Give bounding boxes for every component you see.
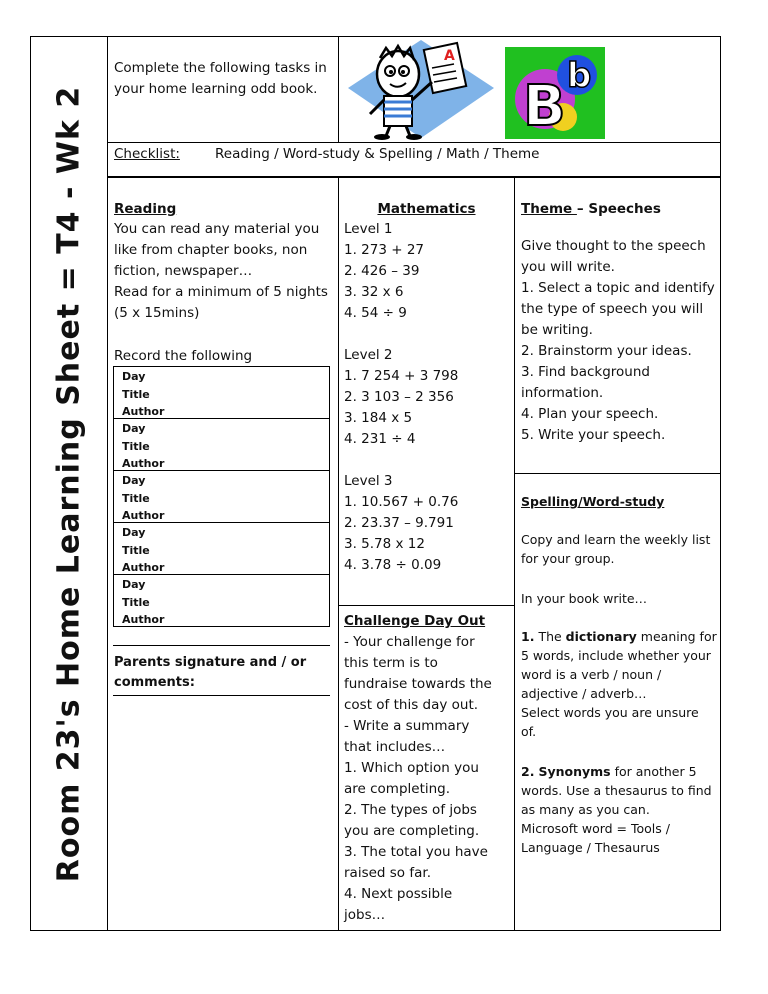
intro-text: Complete the following tasks in your home learning odd book. — [114, 60, 327, 97]
title-label: Title — [122, 543, 150, 557]
author-label: Author — [122, 509, 165, 522]
spelling-item-1 — [521, 627, 717, 741]
small-b-letter: b — [567, 56, 592, 96]
theme-step: 1. Select a topic and identify the type of speech you will be writing. — [521, 280, 715, 338]
theme-body — [521, 236, 717, 446]
divider — [338, 177, 339, 931]
divider — [113, 645, 330, 646]
challenge-line: you are completing. — [344, 823, 480, 839]
level-label: Level 1 — [344, 221, 393, 237]
spelling-heading: Spelling/Word-study — [521, 494, 665, 509]
challenge-heading: Challenge Day Out — [344, 613, 486, 629]
checklist-text: Reading / Word-study & Spelling / Math / Theme — [215, 146, 540, 162]
item-number: 2. — [521, 764, 535, 779]
reading-minimum: Read for a minimum of 5 nights (5 x 15mins) — [114, 284, 328, 321]
theme-step: 2. Brainstorm your ideas. — [521, 343, 692, 359]
reading-log-entry — [113, 366, 330, 418]
item-text: meaning for 5 words, include whether your word is a verb / noun / adjective / adverb… — [521, 629, 717, 701]
challenge-line: 3. The total you have — [344, 844, 488, 860]
item-number: 1. — [521, 629, 535, 644]
spelling-item-2 — [521, 762, 717, 857]
math-problem: 1. 7 254 + 3 798 — [344, 368, 459, 384]
theme-step: 3. Find background information. — [521, 364, 650, 401]
math-problem: 4. 54 ÷ 9 — [344, 305, 407, 321]
level-label: Level 3 — [344, 473, 393, 489]
theme-step: 4. Plan your speech. — [521, 406, 659, 422]
grade-letter: A — [444, 48, 455, 64]
divider — [107, 142, 721, 143]
challenge-line: cost of this day out. — [344, 697, 479, 713]
math-problem: 1. 273 + 27 — [344, 242, 425, 258]
divider — [107, 176, 721, 178]
microsoft-word-tip: Microsoft word = Tools / Language / Thesaurus — [521, 821, 670, 855]
big-b-letter: B — [523, 74, 566, 139]
student-clipart — [346, 38, 496, 140]
math-problem: 4. 3.78 ÷ 0.09 — [344, 557, 442, 573]
checklist-label-text: Checklist: — [114, 146, 180, 162]
dictionary-keyword: dictionary — [565, 629, 637, 644]
reading-heading: Reading — [114, 201, 177, 217]
author-label: Author — [122, 405, 165, 418]
day-label: Day — [122, 422, 146, 435]
title-label: Title — [122, 387, 150, 401]
challenge-line: jobs… — [344, 907, 386, 923]
day-label: Day — [122, 474, 146, 487]
item-text: for another 5 words. Use a thesaurus to find as many as you can. — [521, 764, 712, 817]
challenge-line: 4. Next possible — [344, 886, 453, 902]
reading-body — [114, 219, 334, 324]
author-label: Author — [122, 561, 165, 574]
math-problem: 4. 231 ÷ 4 — [344, 431, 416, 447]
divider — [339, 605, 514, 606]
challenge-line: this term is to — [344, 655, 438, 671]
theme-intro: Give thought to the speech you will write. — [521, 238, 706, 275]
math-problem: 2. 23.37 – 9.791 — [344, 515, 454, 531]
divider — [113, 695, 330, 696]
theme-step: 5. Write your speech. — [521, 427, 666, 443]
title-label: Title — [122, 439, 150, 453]
theme-heading-rest: – Speeches — [576, 201, 661, 217]
spelling-book: In your book write… — [521, 591, 648, 606]
challenge-body — [344, 632, 512, 926]
math-problem: 3. 32 x 6 — [344, 284, 404, 300]
math-level-3 — [344, 471, 509, 576]
reading-log-table — [113, 366, 330, 627]
math-heading: Mathematics — [377, 201, 476, 217]
challenge-line: are completing. — [344, 781, 451, 797]
reading-log-entry — [113, 522, 330, 574]
challenge-line: fundraise towards the — [344, 676, 492, 692]
divider — [515, 473, 721, 474]
author-label: Author — [122, 613, 165, 626]
math-problem: 3. 184 x 5 — [344, 410, 413, 426]
challenge-line: raised so far. — [344, 865, 431, 881]
reading-log-entry — [113, 574, 330, 627]
math-problem: 3. 5.78 x 12 — [344, 536, 425, 552]
challenge-line: 1. Which option you — [344, 760, 479, 776]
title-label: Title — [122, 595, 150, 609]
record-label: Record the following — [114, 348, 253, 364]
level-label: Level 2 — [344, 347, 393, 363]
challenge-line: - Write a summary — [344, 718, 470, 734]
parents-signature: Parents signature and / or comments: — [114, 655, 307, 690]
divider — [338, 36, 339, 143]
side-title-text: Room 23's Home Learning Sheet = T4 - Wk 2 — [51, 85, 87, 882]
reading-log-entry — [113, 418, 330, 470]
challenge-line: 2. The types of jobs — [344, 802, 477, 818]
reading-body-text: You can read any material you like from chapter books, non fiction, newspaper… — [114, 221, 320, 279]
math-problem: 2. 426 – 39 — [344, 263, 420, 279]
synonyms-keyword: Synonyms — [538, 764, 611, 779]
divider — [514, 177, 515, 931]
item-select-text: Select words you are unsure of. — [521, 705, 699, 739]
theme-heading-underlined: Theme — [521, 201, 577, 217]
side-title — [30, 36, 108, 931]
math-level-2 — [344, 345, 509, 450]
math-problem: 2. 3 103 – 2 356 — [344, 389, 454, 405]
bb-logo — [505, 47, 605, 139]
author-label: Author — [122, 457, 165, 470]
day-label: Day — [122, 526, 146, 539]
spelling-copy: Copy and learn the weekly list for your group. — [521, 532, 711, 566]
theme-heading — [521, 199, 661, 220]
reading-log-entry — [113, 470, 330, 522]
challenge-line: - Your challenge for — [344, 634, 475, 650]
title-label: Title — [122, 491, 150, 505]
math-level-1 — [344, 219, 509, 324]
checklist-label — [114, 144, 180, 165]
day-label: Day — [122, 370, 146, 383]
challenge-line: that includes… — [344, 739, 446, 755]
item-pre: The — [538, 629, 562, 644]
day-label: Day — [122, 578, 146, 591]
math-problem: 1. 10.567 + 0.76 — [344, 494, 459, 510]
